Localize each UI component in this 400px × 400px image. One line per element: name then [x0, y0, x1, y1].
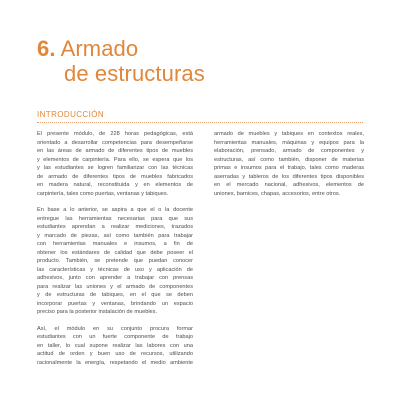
text-line: preciso para la posterior instalación de muebles. [37, 309, 158, 315]
text-line: en taller, lo cual supone realizar las labores con una [37, 342, 193, 349]
text-line: incorporar puertas y ventanas, brindando un espacio [37, 300, 193, 307]
text-line: entregue las herramientas necesarias para que sus [37, 215, 193, 222]
text-line: de armado de diferentes tipos de muebles fabricados [37, 173, 193, 180]
text-line: con herramientas manuales e insumos, a fin de [37, 241, 193, 247]
text-line: en madera natural, reconstituida y en elementos de [37, 182, 193, 188]
chapter-number: 6. [37, 36, 56, 61]
chapter-title-line-1 [37, 36, 287, 61]
text-line: carpintería, tales como puertas, ventanas y tabiques. [37, 190, 169, 197]
text-line: adhesivos, junto con aprender a trabajar con prensas [37, 275, 193, 281]
text-line: obtener los estándares de calidad que debe poseer el [37, 249, 193, 256]
text-line: y las estudiantes se logren familiarizar con las técnicas [37, 165, 193, 171]
chapter-title [37, 36, 287, 86]
left-column [37, 130, 193, 375]
text-line: en el mercado nacional, adhesivos, elementos de [214, 182, 364, 188]
right-column [214, 130, 364, 206]
section-heading: INTRODUCCIÓN [37, 110, 105, 119]
text-line: primas e insumos para el trabajo, tales como maderas [214, 165, 364, 171]
right-paragraph-1 [214, 130, 364, 198]
chapter-title-first: Armado [60, 36, 139, 61]
text-line: orientado a desarrollar competencias para desempeñarse [37, 139, 193, 146]
text-line: Así, el módulo en su conjunto procura formar [37, 325, 193, 332]
text-line: estudiantes aprendan a realizar mediciones, trazados [37, 224, 193, 230]
text-line: herramientas manuales, máquinas y equipos para la [214, 139, 364, 146]
left-paragraph-2 [37, 206, 193, 317]
text-line: actitud de orden y buen uso de recursos, utilizando [37, 351, 193, 357]
text-line: para realizar las uniones y el armado de componentes [37, 283, 193, 290]
text-line: en las áreas de armado de diferentes tipos de muebles [37, 148, 193, 154]
text-line: En base a lo anterior, se aspira a que el o la docente [37, 207, 193, 213]
text-line: producto. También, se pretende que puedan conocer [37, 258, 193, 264]
text-line: estudiantes con un fuerte componente de trabajo [37, 334, 193, 340]
text-line: y elementos de carpintería. Para ello, se espera que los [37, 156, 193, 163]
text-line: elaboración, prensado, armado de componentes y [214, 148, 364, 154]
text-line: las características y técnicas de uso y aplicación de [37, 266, 193, 273]
left-paragraph-1 [37, 130, 193, 198]
text-line: y de estructuras de tabiques, en el que se deben [37, 292, 193, 298]
section-divider [37, 122, 363, 123]
text-line: aserradas y tableros de los diferentes tipos disponibles [214, 173, 364, 180]
text-line: El presente módulo, de 228 horas pedagógicas, está [37, 131, 193, 137]
text-line: uniones, barnices, chapas, accesorios, entre otros. [214, 190, 341, 197]
text-line: armado de muebles y tabiques en contextos reales, [214, 131, 364, 137]
text-line: estructuras, así como también, disponer de materias [214, 156, 364, 163]
left-paragraph-3 [37, 325, 193, 368]
text-line: racionalmente la energía, respetando el medio ambiente [37, 359, 193, 366]
chapter-title-line-2: de estructuras [64, 61, 205, 86]
text-line: y marcado de piezas, así como también para trabajar [37, 232, 193, 239]
